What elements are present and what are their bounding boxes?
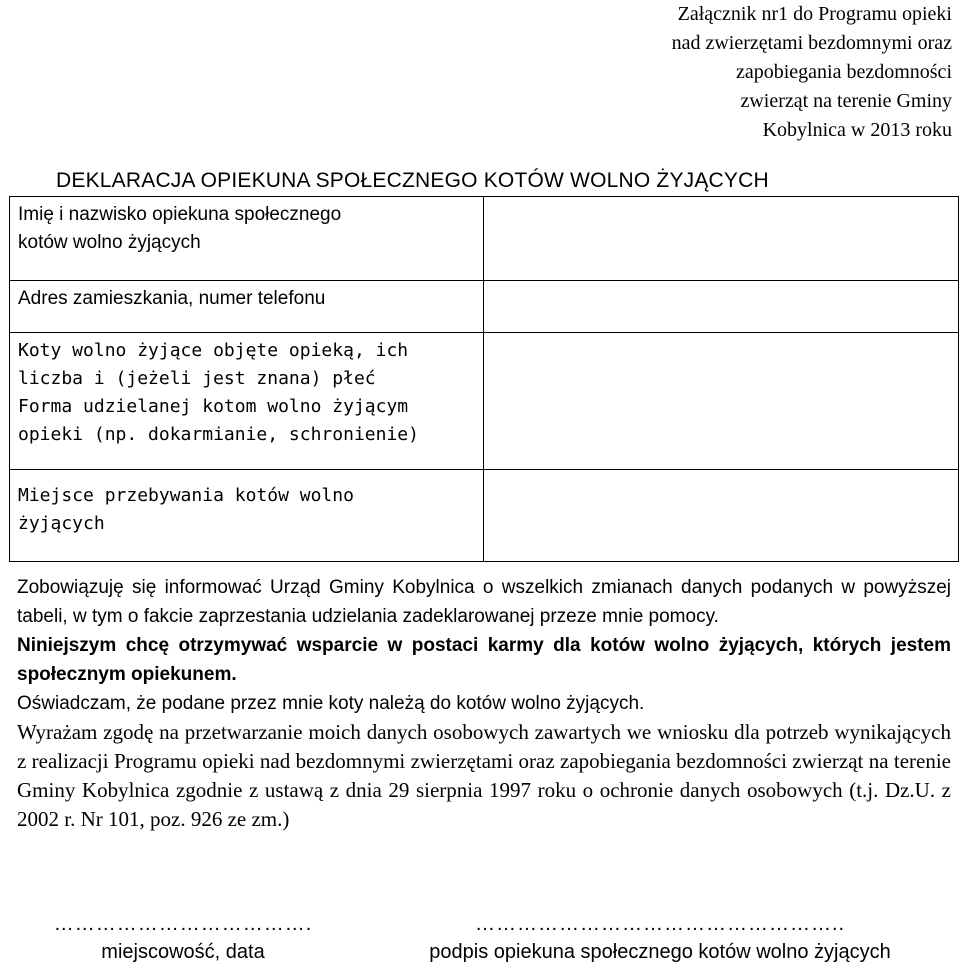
place-date-caption: miejscowość, data [101,941,265,963]
place-date-line: ………………………………. [53,913,313,935]
attachment-header [592,0,952,145]
table-row [10,197,959,281]
label-line: Koty wolno żyjące objęte opieką, ich [18,340,409,361]
address-phone-field[interactable] [483,281,958,333]
table-row [10,333,959,470]
cats-location-field[interactable] [483,470,958,562]
signature-caption: podpis opiekuna społecznego kotów wolno żyjących [429,941,891,963]
label-line: Adres zamieszkania, numer telefonu [18,288,326,309]
food-support-paragraph: Niniejszym chcę otrzymywać wsparcie w postaci karmy dla kotów wolno żyjących, których jestem społecznym opiekunem. [17,635,951,685]
header-line: Załącznik nr1 do Programu opieki [677,3,952,25]
cats-location-label [10,470,484,562]
table-row [10,470,959,562]
data-consent-paragraph: Wyrażam zgodę na przetwarzanie moich danych osobowych zawartych we wniosku dla potrzeb wynikających z realizacji Programu opieki nad bezdomnymi zwierzętami oraz zapobiegania bezdomności zwierząt na terenie Gminy Kobylnica zgodnie z ustawą z dnia 29 sierpnia 1997 roku o ochronie danych osobowych (t.j. Dz.U. z 2002 r. Nr 101, poz. 926 ze zm.) [17,720,951,831]
declaration-body [17,573,951,834]
header-line: nad zwierzętami bezdomnymi oraz [671,32,952,54]
signature-line: …………………………………………….. [474,913,846,935]
address-phone-label [10,281,484,333]
label-line: Imię i nazwisko opiekuna społecznego [18,204,342,225]
label-line: liczba i (jeżeli jest znana) płeć [18,368,376,389]
caretaker-name-label [10,197,484,281]
declaration-form-table [9,196,959,562]
document-title: DEKLARACJA OPIEKUNA SPOŁECZNEGO KOTÓW WOLNO ŻYJĄCYCH [56,169,769,192]
header-line: zwierząt na terenie Gminy [740,90,952,112]
label-line: żyjących [18,513,105,534]
change-notice-paragraph: Zobowiązuję się informować Urząd Gminy Kobylnica o wszelkich zmianach danych podanych w powyższej tabeli, w tym o fakcie zaprzestania udzielania zadeklarowanej przeze mnie pomocy. [17,577,951,627]
header-line: zapobiegania bezdomności [735,61,952,83]
caretaker-name-field[interactable] [483,197,958,281]
table-row [10,281,959,333]
label-line: Miejsce przebywania kotów wolno [18,485,354,506]
caretaker-signature [380,910,940,966]
label-line: Forma udzielanej kotom wolno żyjącym [18,396,409,417]
label-line: kotów wolno żyjących [18,232,201,253]
cats-care-form-field[interactable] [483,333,958,470]
place-date-signature [18,910,348,966]
header-line: Kobylnica w 2013 roku [762,119,952,141]
cats-care-form-label [10,333,484,470]
ownership-statement-paragraph: Oświadczam, że podane przez mnie koty należą do kotów wolno żyjących. [17,693,645,714]
label-line: opieki (np. dokarmianie, schronienie) [18,424,419,445]
